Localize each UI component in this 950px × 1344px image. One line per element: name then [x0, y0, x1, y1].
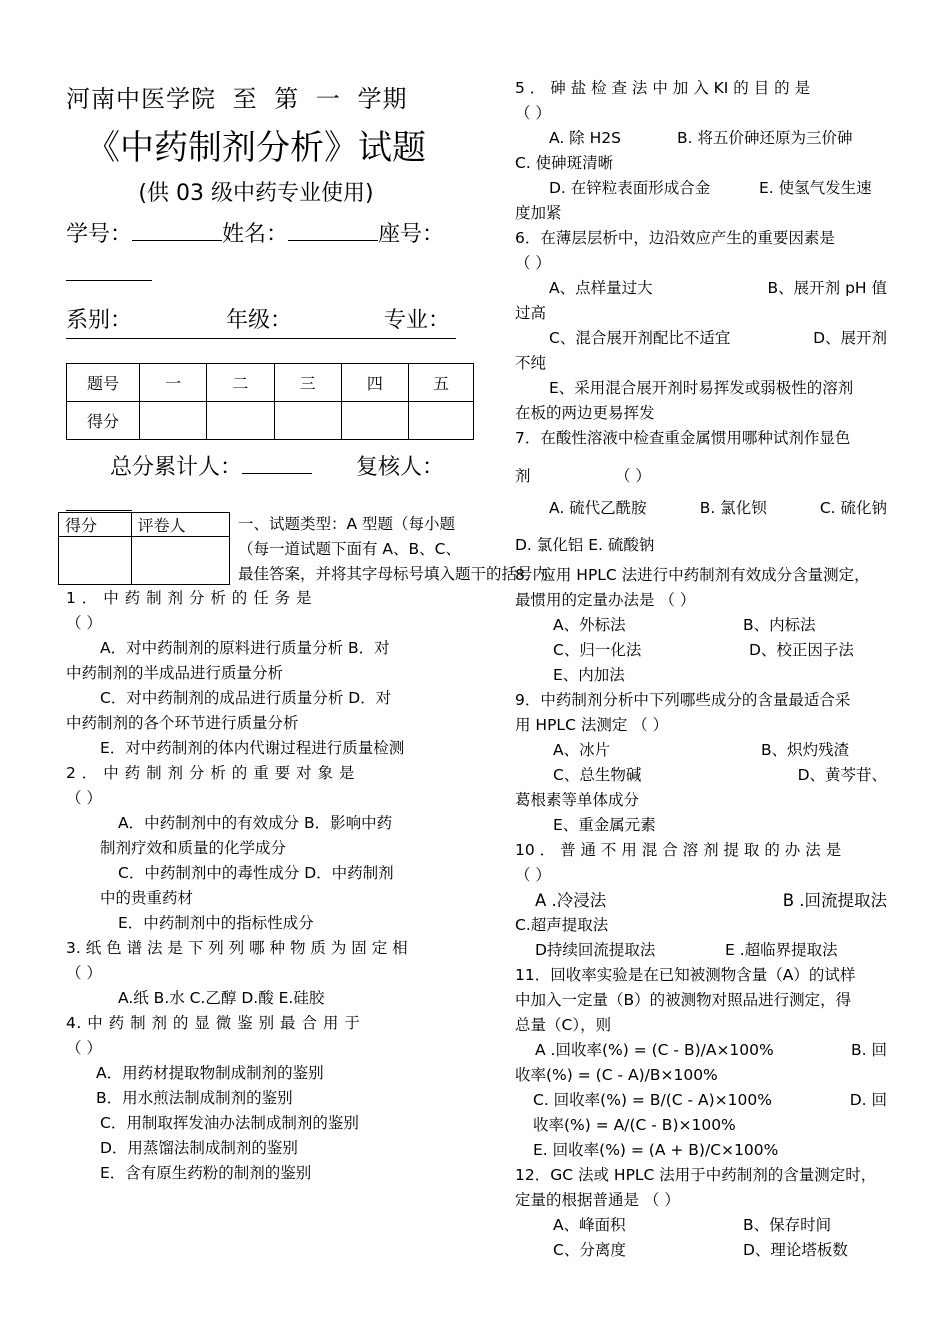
- q2-option-a: A．中药制剂中的有效成分 B．影响中药: [118, 814, 393, 832]
- score-table-row-label: 得分: [67, 402, 140, 440]
- q10-options-de: [515, 938, 887, 963]
- q10-option-b: B .回流提取法: [782, 891, 887, 910]
- q2-option-c: C．中药制剂中的毒性成分 D．中药制剂: [118, 864, 394, 882]
- q8-options-cd: [515, 638, 887, 663]
- score-table-header-label: 题号: [67, 364, 140, 402]
- q1-option-a: A．对中药制剂的原料进行质量分析 B．对: [100, 639, 390, 657]
- section1-line2: （每一道试题下面有 A、B、C、: [238, 540, 461, 558]
- q4-option-a: A．用药材提取物制成制剂的鉴别: [96, 1064, 324, 1082]
- score-cell[interactable]: [341, 402, 408, 440]
- q6-stem: 6．在薄层层析中，边沿效应产生的重要因素是: [515, 229, 835, 247]
- q1-stem: 1 ． 中 药 制 剂 分 析 的 任 务 是: [66, 589, 313, 607]
- totals-row: [66, 448, 446, 488]
- q12-option-a: A、峰面积: [553, 1216, 626, 1234]
- seat-blank-row: [66, 254, 446, 304]
- q12-options-ab: [515, 1213, 887, 1238]
- q8-option-b: B、内标法: [743, 616, 816, 634]
- name-label: 姓名：: [222, 222, 289, 247]
- q11-options-ab: [515, 1038, 887, 1063]
- score-cell[interactable]: [409, 402, 474, 440]
- q7-options-abc: [515, 497, 887, 519]
- score-table-section: 四: [341, 364, 408, 402]
- q7-paren: （ ）: [615, 467, 651, 485]
- q1-option-c-cont: 中药制剂的各个环节进行质量分析: [66, 714, 299, 732]
- q9-options-cd: [515, 763, 887, 788]
- q12-options-cd: [515, 1238, 887, 1263]
- q11-option-e: E. 回收率(%) = (A + B)/C×100%: [533, 1141, 779, 1159]
- student-info-row1: [66, 216, 446, 254]
- q6-option-e-cont: 在板的两边更易挥发: [515, 404, 655, 422]
- q9-options-ab: [515, 738, 887, 763]
- score-cell[interactable]: [207, 402, 274, 440]
- q5-stem: 5 ． 砷 盐 检 查 法 中 加 入 KI 的 目 的 是: [515, 79, 811, 97]
- q12-stem-cont: 定量的根据普通是 （ ）: [515, 1191, 680, 1209]
- q12-option-b: B、保存时间: [743, 1216, 832, 1234]
- exam-title: 《中药制剂分析》试题: [86, 128, 426, 168]
- q9-stem: 9．中药制剂分析中下列哪些成分的含量最适合采: [515, 691, 851, 709]
- q6-option-b: B、展开剂 pH 值: [767, 279, 887, 297]
- q11-option-d-cont: 收率(%) = A/(C - B)×100%: [533, 1116, 736, 1134]
- q12-option-c: C、分离度: [553, 1241, 626, 1259]
- school-header: 河南中医学院 至 第 一 学期: [66, 85, 408, 113]
- score-table-section: 一: [140, 364, 207, 402]
- q10-option-a: A .冷浸法: [535, 891, 607, 910]
- q6-option-e: E、采用混合展开剂时易挥发或弱极性的溶剂: [549, 379, 854, 397]
- q7-stem: 7．在酸性溶液中检查重金属惯用哪种试剂作显色: [515, 429, 851, 447]
- q4-option-c: C．用制取挥发油办法制成制剂的鉴别: [100, 1114, 359, 1132]
- score-table-section: 五: [409, 364, 474, 402]
- q11-options-cd: [515, 1088, 887, 1113]
- q6-option-a: A、点样量过大: [549, 279, 653, 297]
- q12-stem: 12．GC 法或 HPLC 法用于中药制剂的含量测定时，: [515, 1166, 877, 1184]
- q10-stem: 10 ． 普 通 不 用 混 合 溶 剂 提 取 的 办 法 是: [515, 841, 842, 859]
- summer-label: 总分累计人：: [110, 455, 243, 480]
- score-table-section: 三: [274, 364, 341, 402]
- q2-paren: （ ）: [66, 789, 102, 807]
- grader-table: [58, 512, 230, 585]
- grader-score-cell[interactable]: [59, 537, 132, 585]
- q6-option-d-cont: 不纯: [515, 354, 547, 372]
- seat-blank[interactable]: [66, 260, 152, 281]
- q11-stem: 11．回收率实验是在已知被测物含量（A）的试样: [515, 966, 856, 984]
- q5-options-de: [515, 176, 887, 201]
- q2-option-c-cont: 中的贵重药材: [100, 889, 194, 907]
- dept-label: 系别：: [66, 308, 133, 333]
- left-questions: [66, 586, 446, 1186]
- q8-option-c: C、归一化法: [553, 641, 642, 659]
- score-table: [66, 363, 474, 440]
- q3-options: A.纸 B.水 C.乙醇 D.酸 E.硅胶: [118, 989, 325, 1007]
- q4-option-b: B．用水煎法制成制剂的鉴别: [96, 1089, 293, 1107]
- q9-stem-cont: 用 HPLC 法测定 （ ）: [515, 716, 669, 734]
- q9-option-c: C、总生物碱: [553, 766, 642, 784]
- q10-options-ab: [515, 888, 887, 913]
- q6-option-d: D、展开剂: [813, 329, 887, 347]
- q10-option-c: C.超声提取法: [515, 916, 609, 934]
- q6-paren: （ ）: [515, 254, 551, 272]
- q8-option-e: E、内加法: [553, 666, 625, 684]
- q4-option-d: D．用蒸馏法制成制剂的鉴别: [100, 1139, 298, 1157]
- q7-options-de: D. 氯化铝 E. 硫酸钠: [515, 536, 655, 554]
- q5-option-e-cont: 度加紧: [515, 204, 562, 222]
- q10-option-e: E .超临界提取法: [725, 941, 838, 959]
- q7-stem-cont-row: [515, 451, 887, 501]
- q9-option-e: E、重金属元素: [553, 816, 656, 834]
- q11-stem-cont2: 总量（C），则: [515, 1016, 612, 1034]
- q9-option-d-cont: 葛根素等单体成分: [515, 791, 640, 809]
- q4-paren: （ ）: [66, 1039, 102, 1057]
- q2-option-e: E．中药制剂中的指标性成分: [118, 914, 314, 932]
- student-id-blank[interactable]: [132, 220, 222, 241]
- q1-paren: （ ）: [66, 614, 102, 632]
- grade-label: 年级：: [226, 308, 293, 333]
- q6-options-ab: [515, 276, 887, 301]
- q10-option-d: D持续回流提取法: [535, 941, 656, 959]
- q7-stem-cont: 剂: [515, 467, 531, 485]
- score-cell[interactable]: [274, 402, 341, 440]
- q11-option-c: C. 回收率(%) = B/(C - A)×100%: [533, 1091, 772, 1109]
- q8-stem-cont: 最惯用的定量办法是 （ ）: [515, 591, 696, 609]
- q11-option-d: D. 回: [849, 1091, 887, 1109]
- q9-option-a: A、冰片: [553, 741, 611, 759]
- q8-stem: 8．应用 HPLC 法进行中药制剂有效成分含量测定，: [515, 566, 870, 584]
- q10-paren: （ ）: [515, 866, 551, 884]
- q5-option-a: A. 除 H2S: [549, 129, 621, 147]
- q4-option-e: E．含有原生药粉的制剂的鉴别: [100, 1164, 312, 1182]
- exam-subtitle: (供 03 级中药专业使用): [138, 181, 374, 206]
- q1-option-c: C．对中药制剂的成品进行质量分析 D．对: [100, 689, 392, 707]
- q9-option-b: B、炽灼残渣: [761, 741, 850, 759]
- grader-name-cell[interactable]: [131, 537, 229, 585]
- q5-option-d: D. 在锌粒表面形成合金: [549, 179, 711, 197]
- q6-options-cd: [515, 326, 887, 351]
- q7-option-b: B. 氯化钡: [699, 499, 767, 517]
- grader-name-label: 评卷人: [131, 513, 229, 537]
- section1-block: [65, 512, 564, 588]
- q5-option-c: C. 使砷斑清晰: [515, 154, 614, 172]
- right-column: [515, 76, 887, 1263]
- q4-stem: 4. 中 药 制 剂 的 显 微 鉴 别 最 合 用 于: [66, 1014, 361, 1032]
- seat-label: 座号：: [378, 222, 445, 247]
- q3-paren: （ ）: [66, 964, 102, 982]
- section1-line3: 最佳答案，并将其字母标号填入题干的括号内。: [238, 565, 564, 583]
- reviewer-label: 复核人：: [356, 455, 445, 480]
- q11-option-b-cont: 收率(%) = (C - A)/B×100%: [515, 1066, 718, 1084]
- q12-option-d: D、理论塔板数: [743, 1241, 848, 1259]
- name-blank[interactable]: [288, 220, 378, 241]
- reviewer-blank[interactable]: [66, 490, 132, 511]
- q8-option-a: A、外标法: [553, 616, 626, 634]
- q6-option-b-cont: 过高: [515, 304, 547, 322]
- q5-options-ab: [515, 126, 887, 151]
- q3-stem: 3. 纸 色 谱 法 是 下 列 列 哪 种 物 质 为 固 定 相: [66, 939, 408, 957]
- q7-option-c: C. 硫化钠: [819, 499, 887, 517]
- student-info-row2: [66, 304, 456, 339]
- q1-option-a-cont: 中药制剂的半成品进行质量分析: [66, 664, 284, 682]
- q8-options-ab: [515, 613, 887, 638]
- q8-option-d: D、校正因子法: [749, 641, 854, 659]
- q5-option-e: E. 使氢气发生速: [759, 179, 872, 197]
- grader-score-label: 得分: [59, 513, 132, 537]
- q11-option-b: B. 回: [851, 1041, 887, 1059]
- major-label: 专业：: [384, 308, 451, 333]
- q2-option-a-cont: 制剂疗效和质量的化学成分: [100, 839, 287, 857]
- student-id-label: 学号：: [66, 222, 133, 247]
- q11-option-a: A .回收率(%) = (C - B)/A×100%: [535, 1041, 774, 1059]
- q5-paren: （ ）: [515, 104, 551, 122]
- q6-option-c: C、混合展开剂配比不适宜: [549, 329, 731, 347]
- q11-stem-cont: 中加入一定量（B）的被测物对照品进行测定，得: [515, 991, 852, 1009]
- score-table-section: 二: [207, 364, 274, 402]
- summer-blank[interactable]: [242, 453, 312, 474]
- section1-line1: 一、试题类型：A 型题（每小题: [238, 515, 456, 533]
- score-cell[interactable]: [140, 402, 207, 440]
- q7-option-a: A. 硫代乙酰胺: [549, 499, 647, 517]
- q1-option-e: E．对中药制剂的体内代谢过程进行质量检测: [100, 739, 405, 757]
- q9-option-d: D、黄芩苷、: [797, 766, 887, 784]
- q2-stem: 2 ． 中 药 制 剂 分 析 的 重 要 对 象 是: [66, 764, 355, 782]
- q5-option-b: B. 将五价砷还原为三价砷: [677, 129, 853, 147]
